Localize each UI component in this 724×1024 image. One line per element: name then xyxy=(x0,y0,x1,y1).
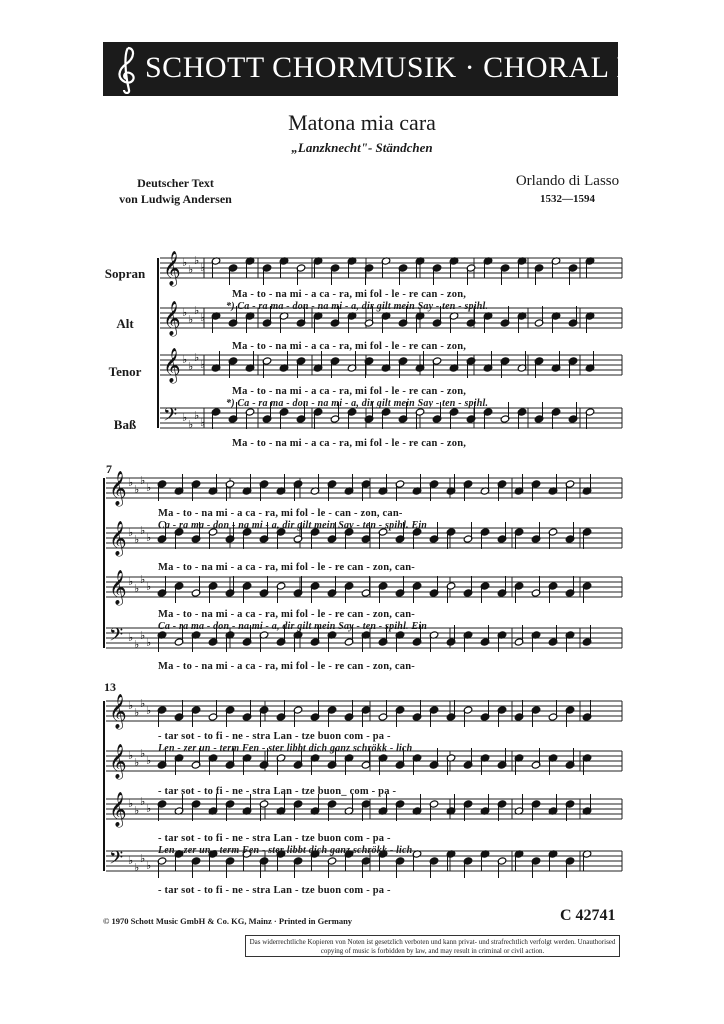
catalog-code: C 42741 xyxy=(560,907,616,924)
treble-clef-icon: 𝄞 xyxy=(109,471,127,506)
flat-sign-icon: ♭ xyxy=(182,306,188,319)
voice-label-sopran: Sopran xyxy=(104,266,146,281)
lyric-sopran-s2: Ma - to - na mi - a ca - ra, mi fol - le - can - zon, can- xyxy=(158,508,403,519)
flat-sign-icon: ♭ xyxy=(128,699,134,712)
copying-notice: Das widerrechtliche Kopieren von Noten ist gesetzlich verboten und kann privat- und strafrechtlich verfolgt werden. Unauthorised copying of music is forbidden by law, and may result in criminal or civil action. xyxy=(245,935,620,957)
flat-sign-icon: ♭ xyxy=(188,360,194,373)
flat-sign-icon: ♭ xyxy=(182,411,188,424)
flat-sign-icon: ♭ xyxy=(146,636,152,649)
piece-subtitle: „Lanzknecht"- Ständchen xyxy=(291,140,433,155)
lyric-alt-s3: - tar sot - to fi - ne - stra Lan - tze buon_ com - pa - xyxy=(158,786,397,797)
banner-title: SCHOTT CHORMUSIK · CHORAL MUSIC xyxy=(145,51,714,84)
measure-number-7: 7 xyxy=(106,462,112,476)
flat-sign-icon: ♭ xyxy=(146,580,152,593)
flat-sign-icon: ♭ xyxy=(140,747,146,760)
flat-sign-icon: ♭ xyxy=(140,474,146,487)
lyric-tenor-german-s3: Len - zer un - term Fen - ster libbt dich ganz schrökk - lich xyxy=(158,845,413,856)
flat-sign-icon: ♭ xyxy=(134,533,140,546)
flat-sign-icon: ♭ xyxy=(146,859,152,872)
voice-label-bass: Baß xyxy=(113,417,137,432)
treble-clef-icon: 𝄞 xyxy=(109,521,127,556)
bass-clef-icon: 𝄢 xyxy=(109,625,124,650)
lyric-sopran-german-s1: *) Ca - ra ma - don - na mi - a, dir gilt mein Say - ten - spihl. xyxy=(226,301,489,312)
measure-number-13: 13 xyxy=(104,680,116,694)
lyric-alt-s2: Ma - to - na mi - a ca - ra, mi fol - le - re can - zon, can- xyxy=(158,562,415,573)
flat-sign-icon: ♭ xyxy=(146,704,152,717)
lyric-tenor-german-s2: Ca - ra ma - don - na mi - a, dir gilt mein Say - ten - spihl. Ein xyxy=(158,621,428,632)
flat-sign-icon: ♭ xyxy=(146,802,152,815)
treble-clef-icon: 𝄞 xyxy=(163,348,181,383)
bass-clef-icon: 𝄢 xyxy=(163,405,178,430)
flat-sign-icon: ♭ xyxy=(134,706,140,719)
copyright-line: © 1970 Schott Music GmbH & Co. KG, Mainz · Printed in Germany xyxy=(103,916,353,926)
flat-sign-icon: ♭ xyxy=(200,261,206,274)
flat-sign-icon: ♭ xyxy=(128,526,134,539)
flat-sign-icon: ♭ xyxy=(134,582,140,595)
treble-clef-icon: 𝄞 xyxy=(109,694,127,729)
flat-sign-icon: ♭ xyxy=(182,256,188,269)
lyric-sopran-s3: - tar sot - to fi - ne - stra Lan - tze buon com - pa - xyxy=(158,731,391,742)
lyric-sopran-german-s3: Len - zer un - term Fen - ster libbt dich ganz schrökk - lich xyxy=(158,743,413,754)
voice-label-alt: Alt xyxy=(116,316,134,331)
flat-sign-icon: ♭ xyxy=(134,483,140,496)
translator-line-1: Deutscher Text xyxy=(137,176,214,190)
flat-sign-icon: ♭ xyxy=(194,409,200,422)
flat-sign-icon: ♭ xyxy=(194,351,200,364)
lyric-tenor-s2: Ma - to - na mi - a ca - ra, mi fol - le - re can - zon, can- xyxy=(158,609,415,620)
flat-sign-icon: ♭ xyxy=(188,418,194,431)
flat-sign-icon: ♭ xyxy=(146,481,152,494)
flat-sign-icon: ♭ xyxy=(134,756,140,769)
flat-sign-icon: ♭ xyxy=(140,852,146,865)
flat-sign-icon: ♭ xyxy=(128,854,134,867)
flat-sign-icon: ♭ xyxy=(200,311,206,324)
flat-sign-icon: ♭ xyxy=(128,797,134,810)
flat-sign-icon: ♭ xyxy=(128,476,134,489)
flat-sign-icon: ♭ xyxy=(140,573,146,586)
flat-sign-icon: ♭ xyxy=(140,629,146,642)
lyric-bass-s3: - tar sot - to fi - ne - stra Lan - tze buon com - pa - xyxy=(158,885,391,896)
flat-sign-icon: ♭ xyxy=(140,524,146,537)
treble-clef-icon: 𝄞 xyxy=(163,251,181,286)
treble-clef-icon: 𝄞 xyxy=(109,570,127,605)
flat-sign-icon: ♭ xyxy=(134,861,140,874)
flat-sign-icon: ♭ xyxy=(128,749,134,762)
flat-sign-icon: ♭ xyxy=(188,263,194,276)
lyric-sopran-s1: Ma - to - na mi - a ca - ra, mi fol - le - re can - zon, xyxy=(232,289,467,300)
flat-sign-icon: ♭ xyxy=(128,575,134,588)
translator-line-2: von Ludwig Andersen xyxy=(119,192,232,206)
flat-sign-icon: ♭ xyxy=(200,416,206,429)
flat-sign-icon: ♭ xyxy=(194,254,200,267)
flat-sign-icon: ♭ xyxy=(146,531,152,544)
lyric-alt-s1: Ma - to - na mi - a ca - ra, mi fol - le - re can - zon, xyxy=(232,341,467,352)
voice-label-tenor: Tenor xyxy=(108,364,142,379)
lyric-tenor-s3: - tar sot - to fi - ne - stra Lan - tze buon com - pa - xyxy=(158,833,391,844)
composer-name: Orlando di Lasso xyxy=(515,173,620,189)
flat-sign-icon: ♭ xyxy=(140,795,146,808)
flat-sign-icon: ♭ xyxy=(182,353,188,366)
flat-sign-icon: ♭ xyxy=(194,304,200,317)
lyric-bass-s2: Ma - to - na mi - a ca - ra, mi fol - le - re can - zon, can- xyxy=(158,661,415,672)
flat-sign-icon: ♭ xyxy=(140,697,146,710)
lyric-tenor-s1: Ma - to - na mi - a ca - ra, mi fol - le - re can - zon, xyxy=(232,386,467,397)
composer-dates: 1532—1594 xyxy=(540,193,595,205)
bass-clef-icon: 𝄢 xyxy=(109,848,124,873)
treble-clef-icon: 𝄞 xyxy=(109,792,127,827)
lyric-bass-s1: Ma - to - na mi - a ca - ra, mi fol - le - re can - zon, xyxy=(232,438,467,449)
flat-sign-icon: ♭ xyxy=(128,631,134,644)
flat-sign-icon: ♭ xyxy=(134,638,140,651)
lyric-sopran-german-s2: Ca - ra ma - don - na mi - a, dir gilt mein Say - ten - spihl. Ein xyxy=(158,520,428,531)
lyric-tenor-german-s1: *) Ca - ra ma - don - na mi - a, dir gilt mein Say - ten - spihl. xyxy=(226,398,489,409)
flat-sign-icon: ♭ xyxy=(134,804,140,817)
flat-sign-icon: ♭ xyxy=(200,358,206,371)
treble-clef-icon: 𝄞 xyxy=(163,301,181,336)
piece-title: Matona mia cara xyxy=(288,110,436,135)
treble-clef-icon: 𝄞 xyxy=(109,744,127,779)
flat-sign-icon: ♭ xyxy=(188,313,194,326)
flat-sign-icon: ♭ xyxy=(146,754,152,767)
